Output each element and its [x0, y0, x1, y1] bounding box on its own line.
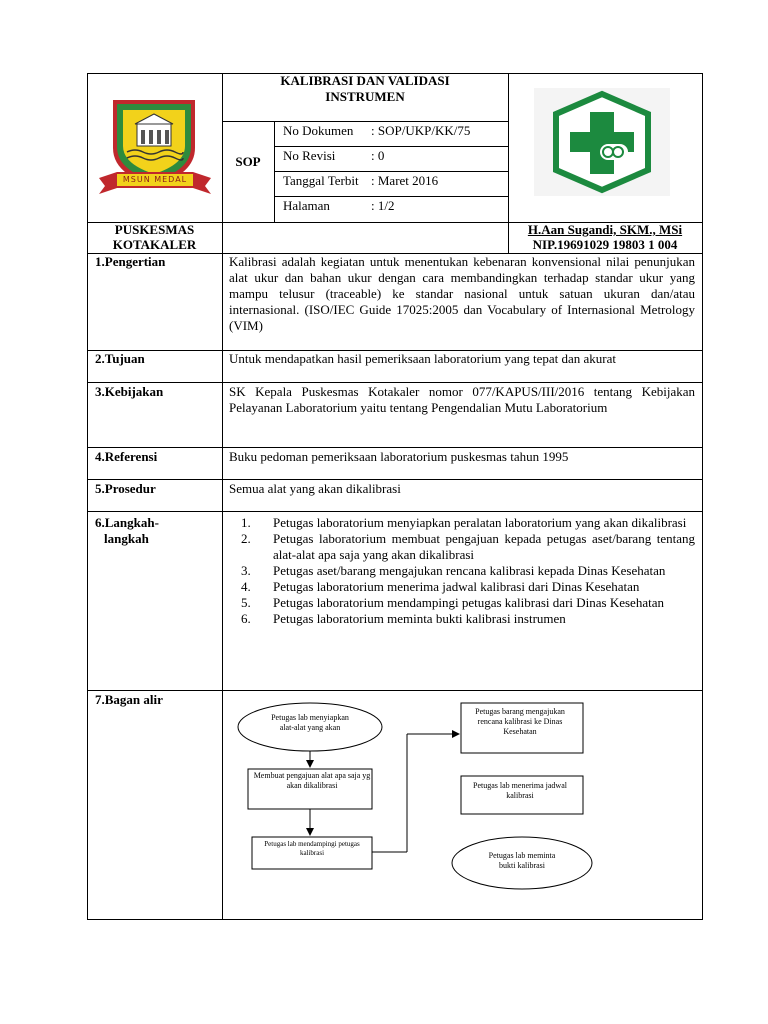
- issue-date-value: : Maret 2016: [371, 173, 439, 188]
- revision-label: No Revisi: [283, 148, 336, 163]
- doc-number-value: : SOP/UKP/KK/75: [371, 123, 471, 138]
- section-label-langkah-2: langkah: [104, 531, 149, 546]
- flow-node-6-text: Petugas lab meminta bukti kalibrasi: [488, 851, 556, 870]
- signer-nip: NIP.19691029 19803 1 004: [532, 237, 678, 252]
- doc-title-line1: KALIBRASI DAN VALIDASI: [280, 73, 450, 88]
- flow-node-3-text: Petugas lab mendampingi petugas kalibrasi: [264, 840, 360, 857]
- section-label-tujuan: 2.Tujuan: [95, 351, 145, 366]
- step-item: 4. Petugas laboratorium menerima jadwal kalibrasi dari Dinas Kesehatan: [241, 579, 640, 594]
- step-item: 5. Petugas laboratorium mendampingi petugas kalibrasi dari Dinas Kesehatan: [241, 595, 664, 610]
- section-text-referensi: Buku pedoman pemeriksaan laboratorium puskesmas tahun 1995: [229, 449, 569, 464]
- flow-node-5-text: Petugas lab menerima jadwal kalibrasi: [473, 781, 567, 800]
- step-item: 3. Petugas aset/barang mengajukan rencana kalibrasi kepada Dinas Kesehatan: [241, 563, 666, 578]
- section-label-pengertian: 1.Pengertian: [95, 254, 166, 269]
- section-label-langkah-1: 6.Langkah-: [95, 515, 159, 530]
- section-text-kebijakan: SK Kepala Puskesmas Kotakaler nomor 077/KAPUS/III/2016 tentang Kebijakan Pelayanan Laboratorium yaitu tentang Pengendalian Mutu Laboratorium: [229, 384, 695, 415]
- flow-node-2-text: Membuat pengajuan alat apa saja yg akan dikalibrasi: [253, 771, 371, 790]
- org-name-line2: KOTAKALER: [112, 237, 197, 252]
- section-text-prosedur: Semua alat yang akan dikalibrasi: [229, 481, 401, 496]
- sop-label: SOP: [235, 154, 261, 169]
- steps-list: [229, 515, 695, 627]
- signer-name: H.Aan Sugandi, SKM., MSi: [527, 222, 683, 237]
- logo-banner-text: MSUN MEDAL: [122, 175, 188, 184]
- revision-value: : 0: [371, 148, 385, 163]
- section-label-referensi: 4.Referensi: [95, 449, 158, 464]
- section-label-prosedur: 5.Prosedur: [95, 481, 156, 496]
- puskesmas-logo: [534, 88, 670, 196]
- section-text-pengertian: Kalibrasi adalah kegiatan untuk menentukan kebenaran konvensional nilai penunjukan alat ukur dan bahan ukur dengan cara membandingkan terhadap standar ukur yang mampu telusur (traceable) ke standar nasional untuk satuan ukuran dan/atau internasional. (ISO/IEC Guide 17025:2005 dan Vocabulary of Internasional Metrology (VIM): [229, 254, 695, 333]
- page-value: : 1/2: [371, 198, 395, 213]
- flow-node-1-text: Petugas lab menyiapkan alat-alat yang akan: [271, 713, 349, 732]
- org-name-line1: PUSKESMAS: [114, 222, 195, 237]
- doc-title-line2: INSTRUMEN: [325, 89, 405, 104]
- issue-date-label: Tanggal Terbit: [283, 173, 359, 188]
- section-label-kebijakan: 3.Kebijakan: [95, 384, 164, 399]
- section-label-bagan-alir: 7.Bagan alir: [95, 692, 163, 707]
- doc-number-label: No Dokumen: [283, 123, 354, 138]
- section-text-tujuan: Untuk mendapatkan hasil pemeriksaan laboratorium yang tepat dan akurat: [229, 351, 616, 366]
- regency-logo: [95, 90, 215, 200]
- step-item: 1. Petugas laboratorium menyiapkan peralatan laboratorium yang akan dikalibrasi: [241, 515, 687, 530]
- step-item: 6. Petugas laboratorium meminta bukti kalibrasi instrumen: [241, 611, 566, 626]
- step-item: 2. Petugas laboratorium membuat pengajuan kepada petugas aset/barang tentang alat-alat apa saja yang akan dikalibrasi: [241, 531, 695, 562]
- page-label: Halaman: [283, 198, 330, 213]
- flow-node-4-text: Petugas barang mengajukan rencana kalibrasi ke Dinas Kesehatan: [475, 707, 565, 736]
